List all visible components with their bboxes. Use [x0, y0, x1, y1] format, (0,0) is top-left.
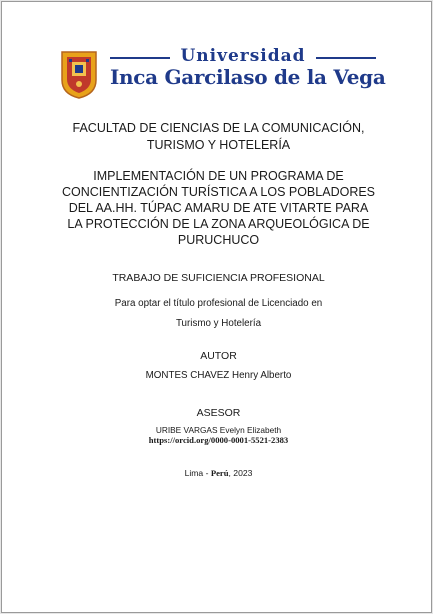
place-year: , 2023 — [228, 468, 253, 478]
title-line: LA PROTECCIÓN DE LA ZONA ARQUEOLÓGICA DE — [67, 217, 370, 231]
advisor-label: ASESOR — [196, 407, 241, 419]
university-logo — [60, 46, 386, 106]
purpose-line: Turismo y Hotelería — [175, 318, 262, 329]
faculty-heading — [22, 120, 415, 154]
logo-rule-right — [316, 57, 376, 59]
logo-word: Universidad — [180, 46, 306, 66]
faculty-line: TURISMO Y HOTELERÍA — [146, 138, 291, 152]
place-city: Lima - — [184, 468, 211, 478]
document-page — [1, 1, 432, 613]
faculty-line: FACULTAD DE CIENCIAS DE LA COMUNICACIÓN, — [72, 121, 365, 135]
title-line: IMPLEMENTACIÓN DE UN PROGRAMA DE — [93, 169, 344, 183]
advisor-orcid-link[interactable]: https://orcid.org/0000-0001-5521-2383 — [148, 435, 289, 445]
place-country: Perú — [210, 468, 229, 478]
place-date — [22, 468, 415, 478]
title-line: PURUCHUCO — [177, 233, 260, 247]
degree-purpose — [22, 294, 415, 334]
title-line: DEL AA.HH. TÚPAC AMARU DE ATE VITARTE PARA — [68, 201, 369, 215]
author-label: AUTOR — [200, 350, 237, 362]
logo-name: Inca Garcilaso de la Vega — [110, 65, 386, 89]
author-name: MONTES CHAVEZ Henry Alberto — [145, 370, 292, 381]
work-type: TRABAJO DE SUFICIENCIA PROFESIONAL — [112, 272, 325, 284]
logo-rule-left — [110, 57, 170, 59]
university-shield-icon — [60, 50, 98, 100]
purpose-line: Para optar el título profesional de Licenciado en — [114, 298, 323, 309]
thesis-title — [22, 168, 415, 248]
title-line: CONCIENTIZACIÓN TURÍSTICA A LOS POBLADORES — [61, 185, 376, 199]
advisor-name: URIBE VARGAS Evelyn Elizabeth — [155, 425, 282, 435]
